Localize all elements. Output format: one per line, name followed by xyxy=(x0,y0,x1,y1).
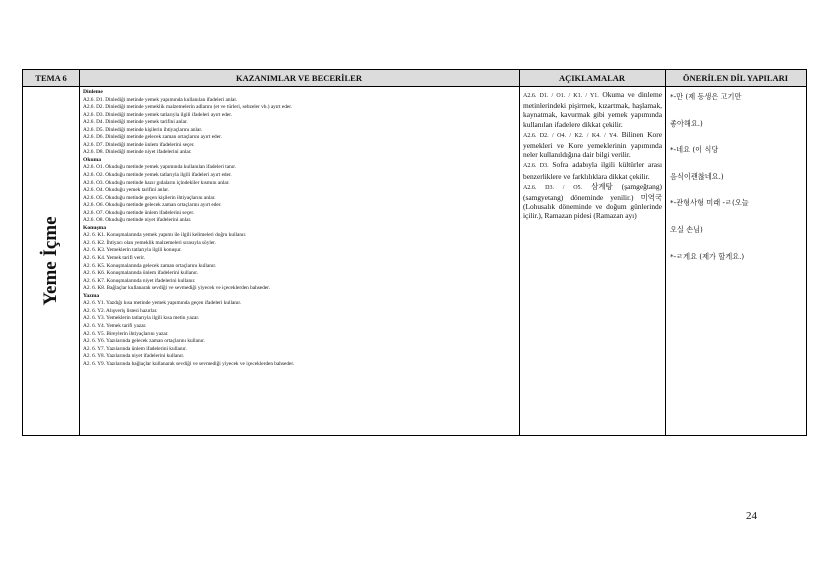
skill-item: A2. 6. K5. Konuşmalarında gelecek zaman ortaçlarını kullanır. xyxy=(83,262,217,269)
skill-category: Okuma xyxy=(83,156,102,163)
explanation-item xyxy=(523,182,662,221)
skill-item: A2.6. O2. Okuduğu metinde yemek tatlarıyla ilgili ifadeleri ayırt eder. xyxy=(83,172,232,179)
skill-item: A2.6. D3. Dinlediği metinde yemek tatlarıyla ilgili ifadeleri ayırt eder. xyxy=(83,111,233,118)
skill-item: A2. 6. Y8. Yazılarında niyet ifadelerini kullanır. xyxy=(83,353,185,360)
skill-item: A2.6. O1. Okuduğu metinde yemek yapımında kullanılan ifadeleri tanır. xyxy=(83,164,236,171)
structure-line: *-네요 (이 식당 xyxy=(670,145,719,155)
skill-item: A2. 6. K7. Konuşmalarında niyet ifadelerini kullanır. xyxy=(83,277,196,284)
structure-line: *-관형사형 미래 -ㄹ(오늘 xyxy=(670,198,749,208)
explanation-text: 삼계탕 (şamgeğtang) (samgyetang) döneminde yenilir.) 미역국(Lohusalık döneminde ve doğum günlerinde içilir.), Ramazan pidesi (Ramazan ayı) xyxy=(523,181,663,221)
skills-list xyxy=(83,89,513,368)
skill-item: A2. 6. K2. İhtiyacı olan yemeklik malzemeleri sırasıyla söyler. xyxy=(83,239,216,246)
explanation-item xyxy=(523,160,662,180)
explanation-item xyxy=(523,130,662,160)
explanation-item xyxy=(523,90,662,129)
skill-item: A2. 6. K8. Bağlaçlar kullanarak sevdiği ve sevmediği yiyecek ve içeceklerden bahseder. xyxy=(83,285,270,292)
header-skills: KAZANIMLAR VE BECERİLER xyxy=(236,73,362,83)
skill-category: Yazma xyxy=(83,292,100,299)
skill-item: A2.6. D8. Dinlediği metinde niyet ifadelerini anlar. xyxy=(83,149,192,156)
skill-item: A2.6. O7. Okuduğu metinde ünlem ifadelerini seçer. xyxy=(83,209,195,216)
header-explanations: AÇIKLAMALAR xyxy=(558,73,626,83)
structure-line: 음식이괜찮네요.) xyxy=(670,171,724,181)
theme-cell xyxy=(23,87,79,435)
explanation-code: A2.6. D2. / O4. / K2. / K4. / Y4. xyxy=(523,132,618,139)
skill-item: A2.6. O6. Okuduğu metinde gelecek zaman ortaçlarını ayırt eder. xyxy=(83,202,222,209)
structure-line: *-ㄹ게요 (제가 할게요.) xyxy=(670,251,745,261)
explanation-text: Bilinen Kore yemekleri ve Kore yemeklerinin yapımında neler kullanıldığına dair bilgi verilir. xyxy=(523,129,662,160)
structure-line: 오실 손님) xyxy=(670,224,703,234)
skill-item: A2. 6. Y6. Yazılarında gelecek zaman ortaçlarını kullanır. xyxy=(83,338,205,345)
skill-item: A2.6. D6. Dinlediği metinde gelecek zaman ortaçlarını ayırt eder. xyxy=(83,134,222,141)
skill-item: A2. 6. Y1. Yazdığı kısa metinde yemek yapımında geçen ifadeleri kullanır. xyxy=(83,300,242,307)
structure-line: 좋아해요.) xyxy=(670,118,703,128)
skill-item: A2.6. O3. Okuduğu metinde hazır gıdaların içindekiler kısmını anlar. xyxy=(83,179,230,186)
skill-item: A2. 6. K6. Konuşmalarında ünlem ifadelerini kullanır. xyxy=(83,270,199,277)
skill-category: Konuşma xyxy=(83,224,107,231)
skill-item: A2. 6. Y2. Alışveriş listesi hazırlar. xyxy=(83,307,158,314)
explanation-text: Okuma ve dinleme metinlerindeki pişirmek, kızartmak, haşlamak, kaynatmak, kavurmak gibi yemek yapımında kullanılan ifadelere dikkat çekilir. xyxy=(523,90,662,129)
column-divider xyxy=(665,70,666,435)
skill-item: A2. 6. K1. Konuşmalarında yemek yapımı ile ilgili kelimeleri doğru kullanır. xyxy=(83,232,247,239)
skill-item: A2.6. O4. Okuduğu yemek tarifini anlar. xyxy=(83,187,170,194)
header-structures: ÖNERİLEN DİL YAPILARI xyxy=(682,73,789,83)
skill-item: A2.6. O8. Okuduğu metinde niyet ifadelerini anlar. xyxy=(83,217,192,224)
structure-line: *-만 (제 동생은 고기만 xyxy=(670,92,742,101)
skill-item: A2. 6. K3. Yemeklerin tatlarıyla ilgili konuşur. xyxy=(83,247,182,254)
skill-item: A2. 6. Y7. Yazılarında ünlem ifadelerini kullanır. xyxy=(83,345,187,352)
explanation-code: A2.6. D3. / O5. xyxy=(523,184,583,191)
explanation-text: Sofra adabıyla ilgili kültürler arası benzerliklere ve farklılıklara dikkat çekilir. xyxy=(523,160,662,181)
page-number: 24 xyxy=(746,510,757,522)
column-divider xyxy=(519,70,520,435)
skill-item: A2.6. D7. Dinlediği metinde ünlem ifadelerini seçer. xyxy=(83,141,195,148)
curriculum-table xyxy=(22,69,807,436)
skill-item: A2. 6. Y5. Bireylerin ihtiyaçlarını yazar. xyxy=(83,330,169,337)
skill-item: A2.6. O5. Okuduğu metinde geçen kişilerin ihtiyaçlarını anlar. xyxy=(83,194,216,201)
skill-item: A2. 6. Y4. Yemek tarifi yazar. xyxy=(83,322,147,329)
skill-item: A2.6. D2. Dinlediği metinde yemeklik malzemelerin adlarını (et ve türleri, sebzeler vb.) ayırt eder. xyxy=(83,104,293,111)
header-theme: TEMA 6 xyxy=(35,73,67,83)
skill-item: A2.6. D1. Dinlediği metinde yemek yapımında kullanılan ifadeleri anlar. xyxy=(83,96,238,103)
skill-item: A2. 6. K4. Yemek tarifi verir. xyxy=(83,255,146,262)
skill-item: A2.6. D5. Dinlediği metinde kişilerin ihtiyaçlarını anlar. xyxy=(83,126,203,133)
explanations-list xyxy=(523,90,662,222)
skill-item: A2. 6. Y9. Yazılarında bağlaçlar kullanarak sevdiği ve sevmediği yiyecek ve içeceklerden bahseder. xyxy=(83,360,295,367)
column-divider xyxy=(79,70,80,435)
explanation-code: A2.6. D1. / O1. / K1. / Y1. xyxy=(523,93,599,99)
explanation-code: A2.6. D3. xyxy=(523,163,549,170)
skill-item: A2. 6. Y3. Yemeklerin tatlarıyla ilgili kısa metin yazar. xyxy=(83,315,200,322)
skill-category: Dinleme xyxy=(83,89,103,95)
theme-title: Yeme İçme xyxy=(40,216,61,306)
skill-item: A2.6. D4. Dinlediği metinde yemek tarifini anlar. xyxy=(83,119,188,126)
table-header xyxy=(23,70,806,87)
structures-list xyxy=(670,92,804,278)
